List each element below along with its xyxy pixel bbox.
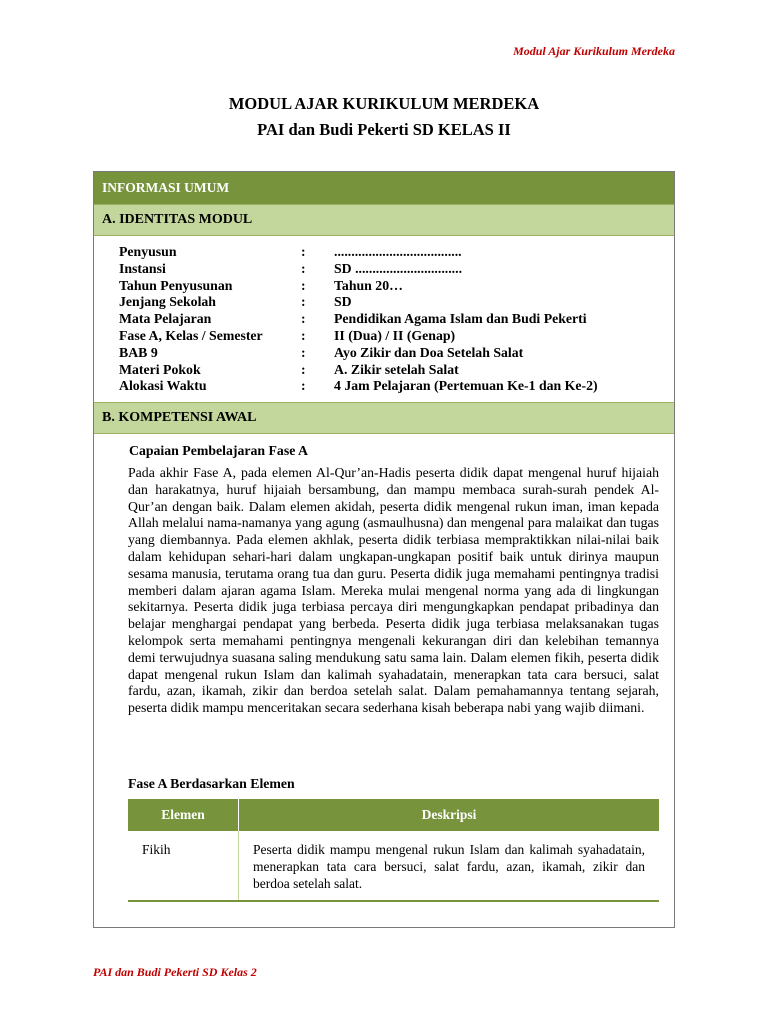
- identitas-colon: :: [301, 344, 306, 360]
- identitas-value: SD ...............................: [334, 260, 463, 276]
- identitas-row: [119, 294, 659, 311]
- page-subtitle: PAI dan Budi Pekerti SD KELAS II: [257, 120, 511, 139]
- identitas-row: [119, 362, 659, 379]
- identitas-label: Mata Pelajaran: [119, 311, 212, 327]
- identitas-colon: :: [301, 361, 306, 377]
- identitas-row: [119, 261, 659, 278]
- identitas-label: Materi Pokok: [119, 361, 201, 377]
- section-b-heading: B. KOMPETENSI AWAL: [94, 402, 674, 434]
- module-frame: [93, 171, 675, 928]
- section-a-heading: A. IDENTITAS MODUL: [94, 204, 674, 236]
- identitas-label: Fase A, Kelas / Semester: [119, 327, 263, 343]
- identitas-label: Tahun Penyusunan: [119, 277, 233, 293]
- identitas-row: [119, 311, 659, 328]
- identitas-value: .....................................: [334, 244, 462, 259]
- identitas-label: Penyusun: [119, 244, 177, 259]
- identitas-colon: :: [301, 378, 306, 394]
- fase-title: Fase A Berdasarkan Elemen: [128, 776, 295, 791]
- identitas-label: Alokasi Waktu: [119, 378, 207, 394]
- identitas-row: [119, 244, 659, 261]
- identitas-colon: :: [301, 327, 306, 343]
- identitas-colon: :: [301, 294, 306, 310]
- identitas-list: [119, 244, 659, 395]
- identitas-colon: :: [301, 260, 306, 276]
- identitas-value: Tahun 20…: [334, 277, 403, 293]
- identitas-colon: :: [301, 244, 306, 259]
- capaian-title: Capaian Pembelajaran Fase A: [129, 443, 308, 458]
- table-header-elemen: Elemen: [128, 799, 239, 831]
- capaian-paragraph: Pada akhir Fase A, pada elemen Al-Qur’an-Hadis peserta didik dapat mengenal huruf hijaiah dan harakatnya, huruf hijaiah bersambung, dan mampu membaca surah-surah pendek Al-Qur’an dengan baik. Dalam elemen akidah, peserta didik mengenal rukun iman, iman kepada Allah melalui nama-namanya yang agung (asmaulhusna) dan mengenal para malaikat dan tugas yang diembannya. Pada elemen akhlak, peserta didik terbiasa mempraktikkan nilai-nilai baik dalam kehidupan sehari-hari dalam ungkapan-ungkapan positif baik untuk dirinya maupun sesama manusia, terutama orang tua dan guru. Peserta didik juga memahami pentingnya tradisi memberi dalam ajaran agama Islam. Mereka mulai mengenal norma yang ada di lingkungan sekitarnya. Peserta didik juga terbiasa percaya diri mengungkapkan pendapat pribadinya dan belajar menghargai pendapat yang berbeda. Peserta didik juga terbiasa melaksanakan tugas kelompok serta memahami pentingnya mengenali kekurangan diri dan kelebihan temannya demi terwujudnya suasana saling mendukung satu sama lain. Dalam elemen fikih, peserta didik dapat mengenal rukun Islam dan kalimah syahadatain, menerapkan tata cara bersuci, salat fardu, azan, ikamah, zikir dan berdoa setelah salat. Dalam pemahamannya tentang sejarah, peserta didik mampu menceritakan secara sederhana kisah beberapa nabi yang wajib diimani.: [128, 465, 659, 716]
- identitas-value: Ayo Zikir dan Doa Setelah Salat: [334, 344, 524, 360]
- identitas-value: SD: [334, 294, 352, 310]
- identitas-row: [119, 278, 659, 295]
- table-cell-elemen: Fikih: [128, 831, 239, 901]
- identitas-value: II (Dua) / II (Genap): [334, 327, 456, 343]
- table-header-row: [128, 799, 659, 831]
- identitas-label: BAB 9: [119, 344, 158, 360]
- identitas-row: [119, 328, 659, 345]
- table-header-deskripsi: Deskripsi: [239, 799, 660, 831]
- identitas-value: 4 Jam Pelajaran (Pertemuan Ke-1 dan Ke-2): [334, 378, 598, 394]
- identitas-label: Instansi: [119, 260, 166, 276]
- identitas-row: [119, 378, 659, 395]
- table-cell-deskripsi: Peserta didik mampu mengenal rukun Islam dan kalimah syahadatain, menerapkan tata cara bersuci, salat fardu, azan, ikamah, zikir dan berdoa setelah salat.: [239, 831, 660, 901]
- identitas-value: A. Zikir setelah Salat: [334, 361, 459, 377]
- identitas-row: [119, 345, 659, 362]
- identitas-value: Pendidikan Agama Islam dan Budi Pekerti: [334, 311, 587, 327]
- informasi-umum-band: INFORMASI UMUM: [94, 172, 674, 204]
- page-title: MODUL AJAR KURIKULUM MERDEKA: [228, 94, 540, 113]
- header-note: Modul Ajar Kurikulum Merdeka: [513, 44, 675, 58]
- identitas-colon: :: [301, 277, 306, 293]
- identitas-colon: :: [301, 311, 306, 327]
- table-row: [128, 831, 659, 901]
- identitas-label: Jenjang Sekolah: [119, 294, 216, 310]
- footer-note: PAI dan Budi Pekerti SD Kelas 2: [93, 965, 257, 979]
- elemen-table: [128, 799, 659, 902]
